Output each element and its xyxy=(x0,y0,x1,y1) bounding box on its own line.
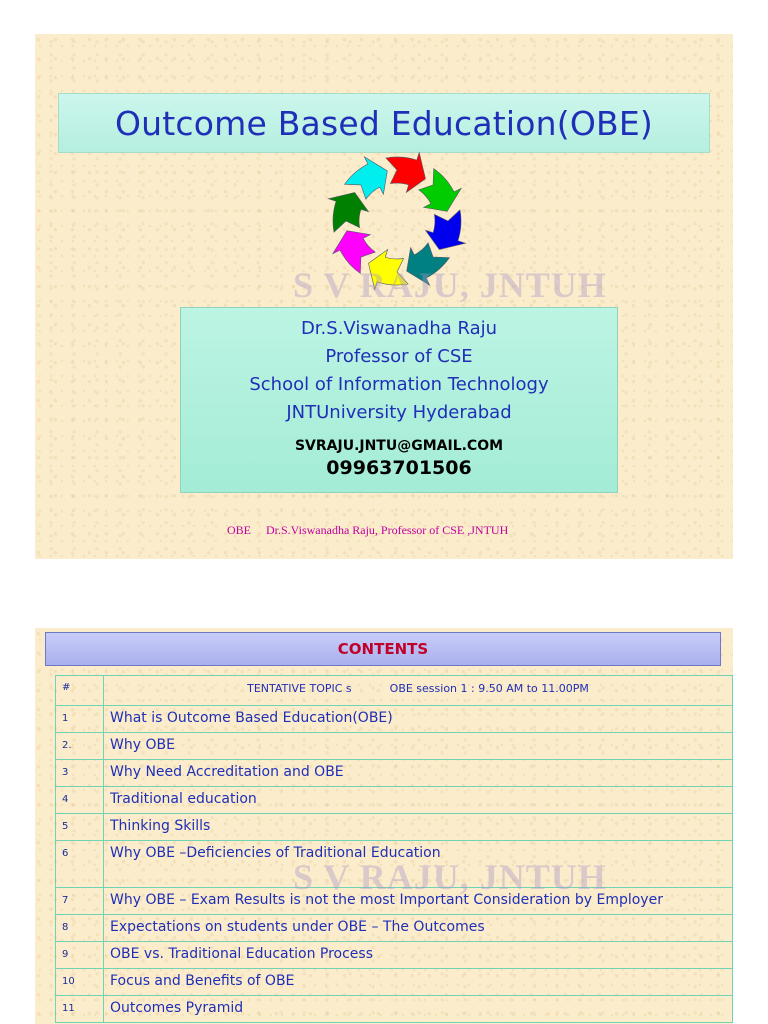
contents-slide xyxy=(35,628,733,1024)
footer-left: OBE xyxy=(227,523,251,537)
row-number: 6 xyxy=(56,841,104,888)
row-topic: Why OBE – Exam Results is not the most Important Consideration by Employer xyxy=(104,888,733,915)
table-row xyxy=(56,915,733,942)
title-slide xyxy=(35,34,733,559)
row-topic: Traditional education xyxy=(104,787,733,814)
row-topic: OBE vs. Traditional Education Process xyxy=(104,942,733,969)
cycle-arrow-segment xyxy=(426,210,466,250)
row-number: 9 xyxy=(56,942,104,969)
cycle-arrow-segment xyxy=(386,153,426,193)
author-box xyxy=(180,307,618,493)
row-number: 11 xyxy=(56,996,104,1023)
header-session: OBE session 1 : 9.50 AM to 11.00PM xyxy=(389,682,589,695)
row-topic: Thinking Skills xyxy=(104,814,733,841)
author-school: School of Information Technology xyxy=(249,374,549,395)
slide-title: Outcome Based Education(OBE) xyxy=(115,103,653,143)
row-number: 10 xyxy=(56,969,104,996)
title-box xyxy=(58,93,710,153)
row-number: 3 xyxy=(56,760,104,787)
cycle-arrow-segment xyxy=(329,193,369,233)
cycle-arrow-segment xyxy=(419,169,461,212)
row-topic: Expectations on students under OBE – The Outcomes xyxy=(104,915,733,942)
footer-right: Dr.S.Viswanadha Raju, Professor of CSE ,JNTUH xyxy=(266,523,509,537)
row-topic: Focus and Benefits of OBE xyxy=(104,969,733,996)
author-email: SVRAJU.JNTU@GMAIL.COM xyxy=(294,438,504,454)
topics-table xyxy=(55,675,733,1023)
watermark: S V RAJU, JNTUH xyxy=(293,857,607,897)
table-row xyxy=(56,996,733,1023)
slide-footer xyxy=(227,523,508,538)
table-row xyxy=(56,969,733,996)
author-phone: 09963701506 xyxy=(326,457,472,479)
table-row xyxy=(56,733,733,760)
header-num: # xyxy=(56,676,104,706)
table-row xyxy=(56,942,733,969)
table-row xyxy=(56,760,733,787)
row-topic: Why OBE –Deficiencies of Traditional Education xyxy=(104,841,733,888)
row-topic: Why Need Accreditation and OBE xyxy=(104,760,733,787)
contents-heading: CONTENTS xyxy=(337,640,429,658)
table-row xyxy=(56,814,733,841)
row-number: 1 xyxy=(56,706,104,733)
author-position: Professor of CSE xyxy=(325,346,473,367)
row-number: 7 xyxy=(56,888,104,915)
row-topic: Outcomes Pyramid xyxy=(104,996,733,1023)
author-name: Dr.S.Viswanadha Raju xyxy=(300,318,498,339)
row-topic: What is Outcome Based Education(OBE) xyxy=(104,706,733,733)
row-number: 4 xyxy=(56,787,104,814)
row-number: 8 xyxy=(56,915,104,942)
table-row xyxy=(56,706,733,733)
author-university: JNTUniversity Hyderabad xyxy=(286,402,512,423)
contents-heading-bar xyxy=(45,632,721,666)
row-number: 2. xyxy=(56,733,104,760)
row-topic: Why OBE xyxy=(104,733,733,760)
watermark: S V RAJU, JNTUH xyxy=(293,265,607,305)
row-number: 5 xyxy=(56,814,104,841)
table-header-row xyxy=(56,676,733,706)
cycle-arrow-segment xyxy=(345,157,388,199)
header-topic: TENTATIVE TOPIC s xyxy=(247,682,352,695)
table-row xyxy=(56,787,733,814)
